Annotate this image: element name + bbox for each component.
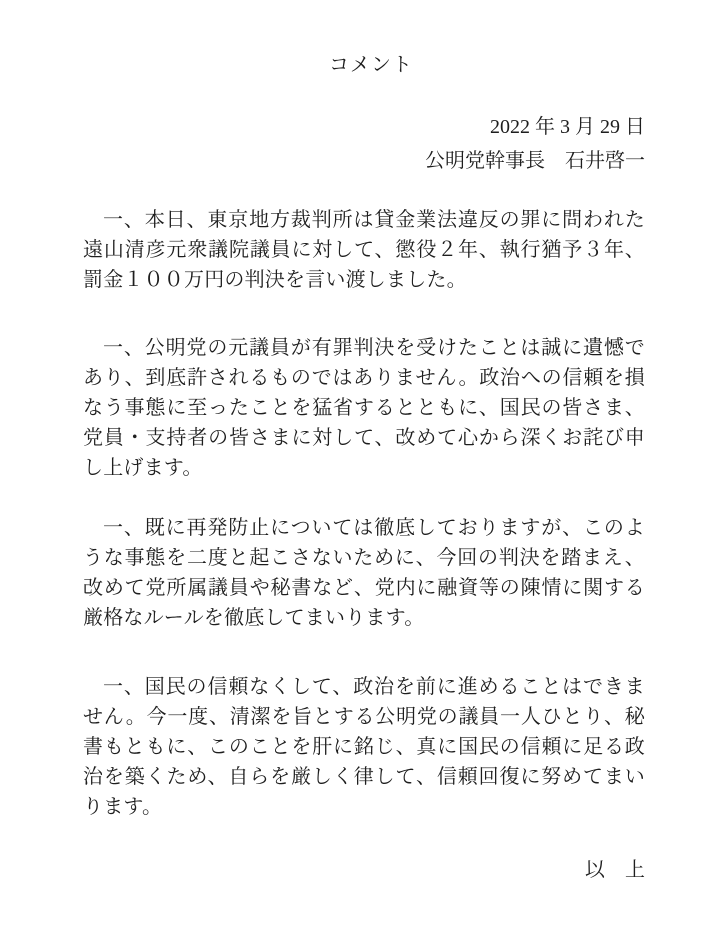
statement-paragraph-2: 一、公明党の元議員が有罪判決を受けたことは誠に遺憾であり、到底許されるものではありません。政治への信頼を損なう事態に至ったことを猛省するとともに、国民の皆さま、党員・支持者の皆さまに対して、改めて心から深くお詫び申し上げます。 (83, 337, 645, 479)
statement-paragraph-1: 一、本日、東京地方裁判所は貸金業法違反の罪に問われた遠山清彦元衆議院議員に対して、懲役２年、執行猶予３年、罰金１００万円の判決を言い渡しました。 (83, 209, 645, 291)
statement-paragraph-4: 一、国民の信頼なくして、政治を前に進めることはできません。今一度、清潔を旨とする公明党の議員一人ひとり、秘書もともに、このことを肝に銘じ、真に国民の信頼に足る政治を築くため、自らを厳しく律して、信頼回復に努めてまいります。 (83, 676, 645, 818)
statement-paragraph-3: 一、既に再発防止については徹底しておりますが、このような事態を二度と起こさないために、今回の判決を踏まえ、改めて党所属議員や秘書など、党内に融資等の陳情に関する厳格なルールを徹底してまいります。 (83, 517, 645, 629)
document-title: コメント (329, 54, 413, 76)
date-line: 2022 年 3 月 29 日 (490, 116, 645, 138)
closing-line: 以 上 (585, 859, 645, 881)
author-line: 公明党幹事長 石井啓一 (425, 150, 645, 172)
